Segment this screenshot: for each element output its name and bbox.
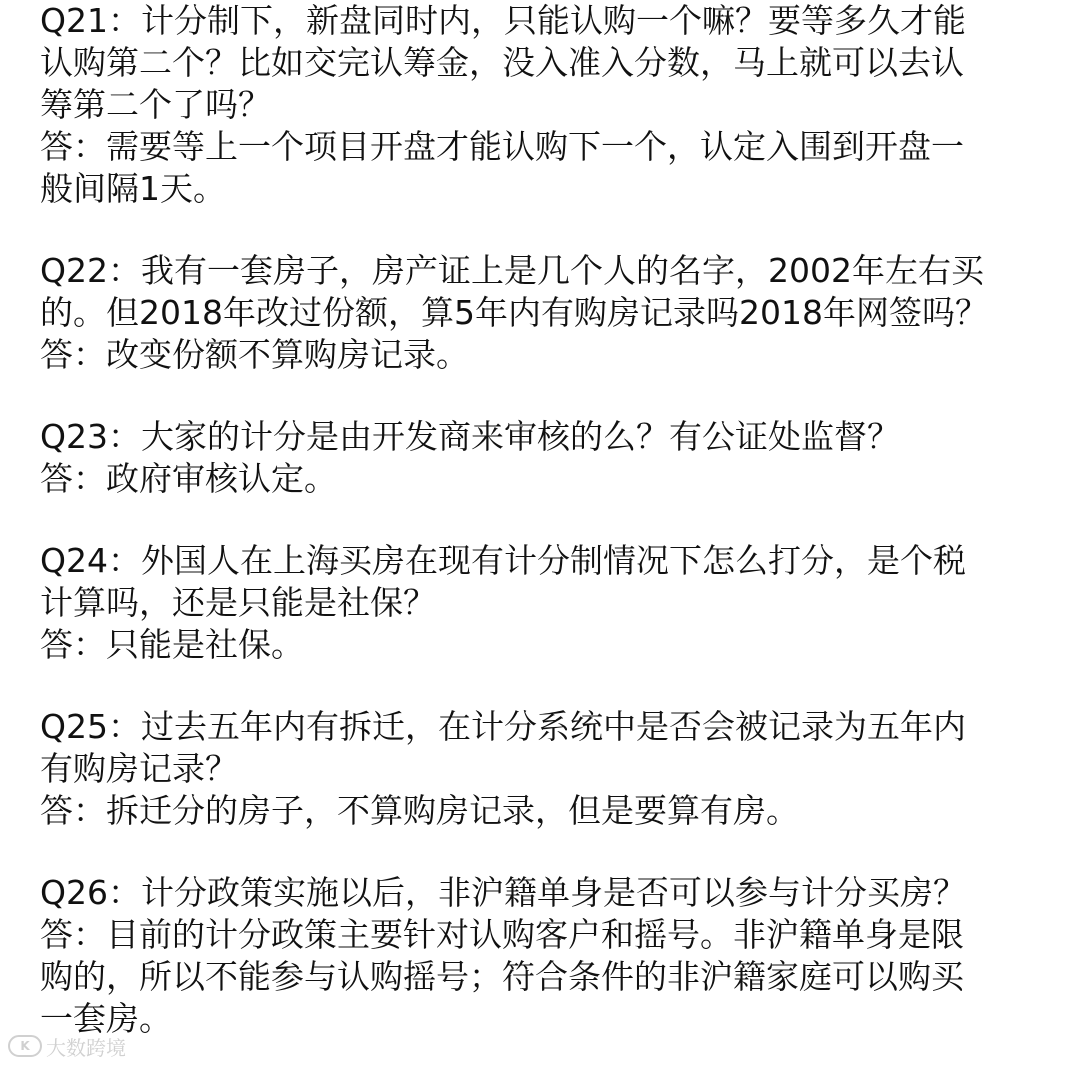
qa-block-q21 xyxy=(40,0,1050,210)
answer-line: 答：只能是社保。 xyxy=(40,625,304,664)
qa-block-q23 xyxy=(40,416,1050,500)
question-line: 筹第二个了吗？ xyxy=(40,85,271,124)
answer-line: 购的，所以不能参与认购摇号；符合条件的非沪籍家庭可以购买 xyxy=(40,957,964,996)
qa-block-q25 xyxy=(40,706,1050,832)
answer-line: 答：改变份额不算购房记录。 xyxy=(40,335,469,374)
qa-block-q26 xyxy=(40,872,1050,1040)
answer-line: 答：政府审核认定。 xyxy=(40,459,337,498)
question-line: 的。但2018年改过份额，算5年内有购房记录吗2018年网签吗？ xyxy=(40,293,988,332)
answer-line: 答：拆迁分的房子，不算购房记录，但是要算有房。 xyxy=(40,791,799,830)
answer-line: 一套房。 xyxy=(40,999,172,1038)
question-line: 认购第二个？比如交完认筹金，没入准入分数，马上就可以去认 xyxy=(40,43,964,82)
qa-document xyxy=(40,0,1050,1080)
answer-line: 般间隔1天。 xyxy=(40,169,226,208)
question-line: Q21：计分制下，新盘同时内，只能认购一个嘛？要等多久才能 xyxy=(40,1,966,40)
answer-line: 答：需要等上一个项目开盘才能认购下一个，认定入围到开盘一 xyxy=(40,127,964,166)
watermark-text: 大数跨境 xyxy=(46,1035,126,1060)
watermark-logo-icon: K xyxy=(8,1035,42,1057)
question-line: 有购房记录？ xyxy=(40,749,238,788)
qa-block-q24 xyxy=(40,540,1050,666)
watermark xyxy=(8,1030,126,1062)
question-line: Q26：计分政策实施以后，非沪籍单身是否可以参与计分买房？ xyxy=(40,873,966,912)
qa-block-q22 xyxy=(40,250,1050,376)
question-line: 计算吗，还是只能是社保？ xyxy=(40,583,436,622)
answer-line: 答：目前的计分政策主要针对认购客户和摇号。非沪籍单身是限 xyxy=(40,915,964,954)
question-line: Q24：外国人在上海买房在现有计分制情况下怎么打分，是个税 xyxy=(40,541,966,580)
question-line: Q25：过去五年内有拆迁，在计分系统中是否会被记录为五年内 xyxy=(40,707,966,746)
question-line: Q22：我有一套房子，房产证上是几个人的名字，2002年左右买 xyxy=(40,251,984,290)
question-line: Q23：大家的计分是由开发商来审核的么？有公证处监督？ xyxy=(40,417,900,456)
